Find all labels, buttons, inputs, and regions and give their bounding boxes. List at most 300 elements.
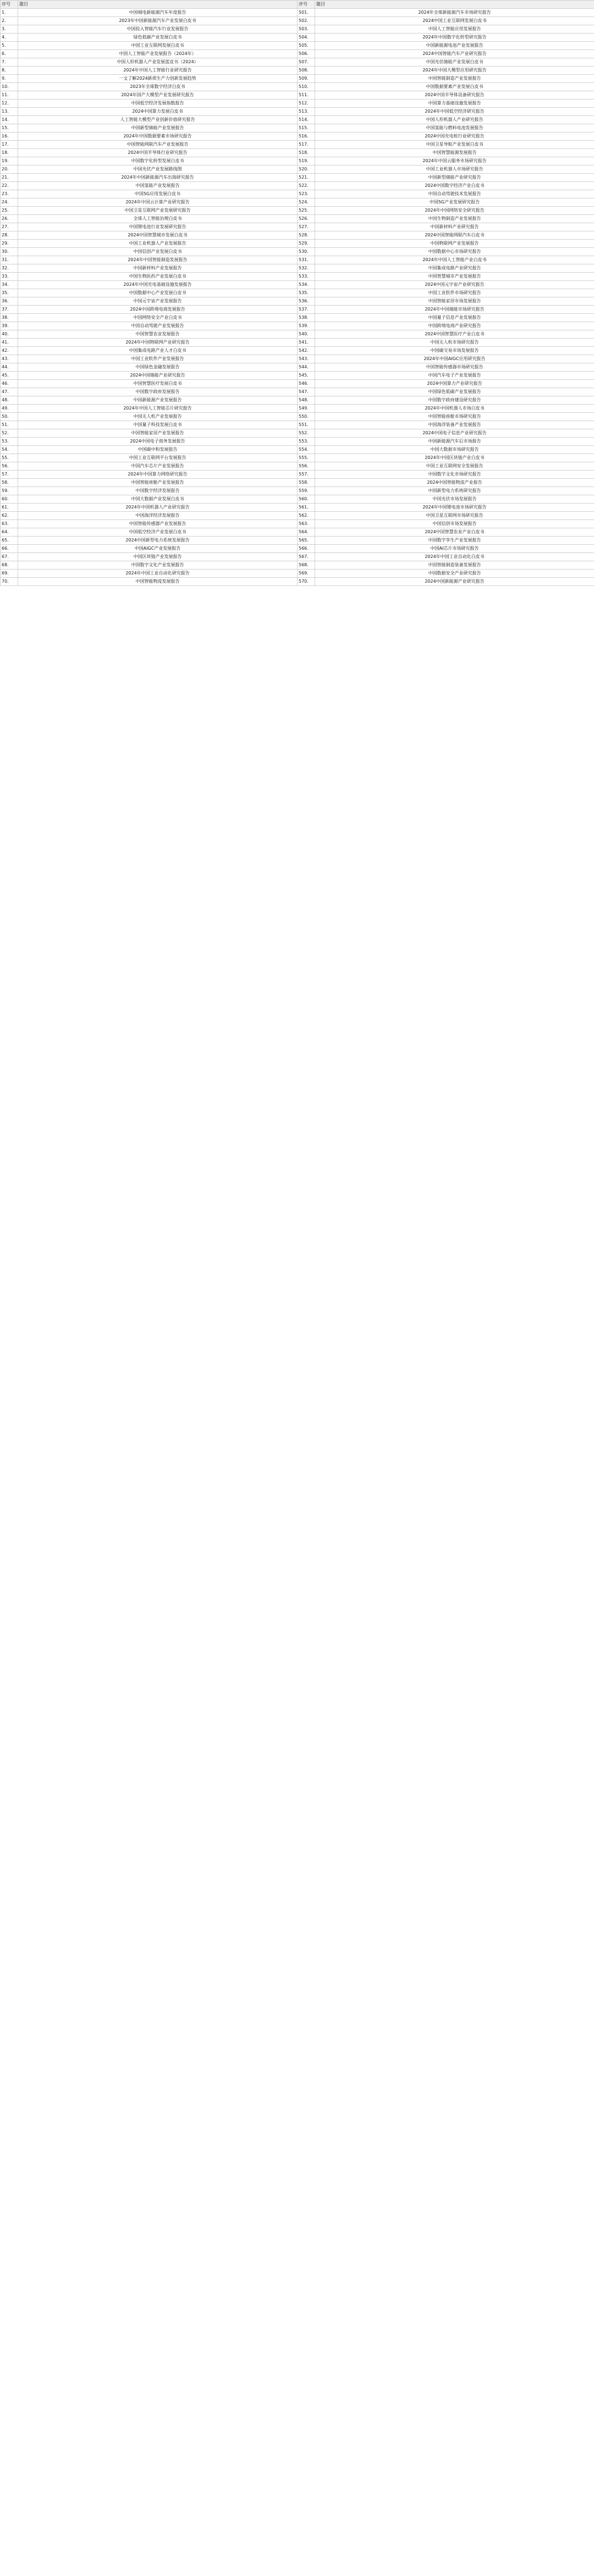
table-row [1, 528, 594, 537]
row-num-right: 524. [298, 198, 315, 207]
row-num-left: 13. [1, 108, 18, 116]
row-title-left: 中国新型储能产业发展报告 [18, 124, 298, 132]
table-row [1, 165, 594, 174]
table-row [1, 281, 594, 289]
header-row [1, 1, 594, 9]
table-row [1, 256, 594, 264]
row-num-left: 40. [1, 330, 18, 339]
row-num-left: 28. [1, 231, 18, 240]
row-title-left: 中国数字政府发展报告 [18, 388, 298, 396]
table-row [1, 380, 594, 388]
row-title-right: 中国卫星导航产业发展白皮书 [315, 141, 594, 149]
row-title-right: 中国工业机器人市场研究报告 [315, 165, 594, 174]
table-row [1, 116, 594, 124]
row-title-right: 中国智慧能源发展报告 [315, 149, 594, 157]
row-title-right: 中国AI芯片市场研究报告 [315, 545, 594, 553]
table-row [1, 289, 594, 297]
row-num-left: 27. [1, 223, 18, 231]
row-title-left: 中国绿色金融发展报告 [18, 363, 298, 372]
row-num-left: 63. [1, 520, 18, 528]
row-title-left: 2024年中国充电基础设施发展报告 [18, 281, 298, 289]
table-row [1, 198, 594, 207]
row-num-left: 46. [1, 380, 18, 388]
row-num-left: 70. [1, 578, 18, 586]
row-num-right: 557. [298, 471, 315, 479]
row-num-left: 50. [1, 413, 18, 421]
row-title-left: 一文了解2024新质生产力创新发展趋势 [18, 75, 298, 83]
row-num-right: 509. [298, 75, 315, 83]
row-num-left: 32. [1, 264, 18, 273]
row-num-left: 65. [1, 537, 18, 545]
table-row [1, 83, 594, 91]
row-num-right: 507. [298, 58, 315, 67]
table-row [1, 520, 594, 528]
row-title-left: 2024年中国机器人产业研究报告 [18, 504, 298, 512]
table-row [1, 405, 594, 413]
row-title-left: 中国卫星互联网产业发展研究报告 [18, 207, 298, 215]
row-title-right: 中国生物制造产业发展报告 [315, 215, 594, 223]
table-row [1, 388, 594, 396]
table-row [1, 578, 594, 586]
row-title-right: 2024年全球新能源汽车市场研究报告 [315, 9, 594, 17]
table-row [1, 545, 594, 553]
row-title-left: 2023年全球数字经济白皮书 [18, 83, 298, 91]
row-num-right: 558. [298, 479, 315, 487]
row-num-right: 559. [298, 487, 315, 495]
row-title-right: 中国智慧城市产业发展报告 [315, 273, 594, 281]
row-title-left: 中国信创产业发展白皮书 [18, 248, 298, 256]
row-title-right: 2024年中国工业自动化白皮书 [315, 553, 594, 561]
row-num-left: 43. [1, 355, 18, 363]
row-num-right: 547. [298, 388, 315, 396]
row-num-right: 528. [298, 231, 315, 240]
row-title-left: 中国新材料产业发展报告 [18, 264, 298, 273]
row-title-right: 中国智能传感器市场研究报告 [315, 363, 594, 372]
row-title-right: 中国数字政府建设研究报告 [315, 396, 594, 405]
row-num-right: 554. [298, 446, 315, 454]
table-row [1, 413, 594, 421]
table-row [1, 50, 594, 58]
row-title-right: 2024中国新能源产业研究报告 [315, 578, 594, 586]
row-num-left: 35. [1, 289, 18, 297]
row-num-left: 56. [1, 462, 18, 471]
row-title-left: 中国元宇宙产业发展报告 [18, 297, 298, 306]
row-num-left: 57. [1, 471, 18, 479]
table-row [1, 190, 594, 198]
row-title-right: 中国工业互联网安全发展报告 [315, 462, 594, 471]
row-title-right: 中国光伏储能产业发展白皮书 [315, 58, 594, 67]
table-row [1, 99, 594, 108]
row-title-left: 中国智能座舱产业发展报告 [18, 479, 298, 487]
row-num-right: 522. [298, 182, 315, 190]
row-title-left: 2024年中国智能制造发展报告 [18, 256, 298, 264]
table-row [1, 124, 594, 132]
report-list-table [0, 0, 594, 586]
row-title-left: 中国光伏产业发展路线图 [18, 165, 298, 174]
row-num-right: 530. [298, 248, 315, 256]
table-row [1, 34, 594, 42]
row-title-right: 2024年中国大模型应用研究报告 [315, 67, 594, 75]
row-num-left: 29. [1, 240, 18, 248]
row-title-right: 2024中国智能汽车产业研究报告 [315, 50, 594, 58]
row-title-right: 中国人形机器人产业研究报告 [315, 116, 594, 124]
row-title-right: 2024中国半导体设备研究报告 [315, 91, 594, 99]
row-num-left: 10. [1, 83, 18, 91]
row-num-right: 517. [298, 141, 315, 149]
row-num-right: 501. [298, 9, 315, 17]
row-num-left: 2. [1, 17, 18, 25]
row-title-left: 中国碳中和发展报告 [18, 446, 298, 454]
table-row [1, 471, 594, 479]
table-row [1, 339, 594, 347]
table-row [1, 487, 594, 495]
table-row [1, 306, 594, 314]
row-num-left: 44. [1, 363, 18, 372]
row-title-right: 2024年中国网络安全研究报告 [315, 207, 594, 215]
row-num-right: 562. [298, 512, 315, 520]
row-title-right: 2024中国电子信息产业研究报告 [315, 429, 594, 438]
row-title-right: 中国碳交易市场发展报告 [315, 347, 594, 355]
table-row [1, 25, 594, 34]
row-num-left: 8. [1, 67, 18, 75]
row-title-right: 中国数字文化市场研究报告 [315, 471, 594, 479]
row-title-right: 中国氢能与燃料电池发展报告 [315, 124, 594, 132]
table-row [1, 297, 594, 306]
row-num-left: 47. [1, 388, 18, 396]
table-row [1, 91, 594, 99]
row-title-right: 2024中国智能物流产业报告 [315, 479, 594, 487]
row-title-left: 中国氢能产业发展报告 [18, 182, 298, 190]
row-title-left: 2024年国产大模型产业发展研究报告 [18, 91, 298, 99]
table-row [1, 223, 594, 231]
row-num-right: 508. [298, 67, 315, 75]
row-num-left: 23. [1, 190, 18, 198]
table-row [1, 75, 594, 83]
row-title-left: 中国海洋经济发展报告 [18, 512, 298, 520]
row-title-right: 2024年中国机器人市场白皮书 [315, 405, 594, 413]
row-num-right: 515. [298, 124, 315, 132]
row-title-left: 中国数字文化产业发展报告 [18, 561, 298, 570]
header-title-left: 题目 [18, 1, 298, 9]
row-num-right: 535. [298, 289, 315, 297]
table-row [1, 42, 594, 50]
row-num-left: 4. [1, 34, 18, 42]
row-title-right: 2024中国数字经济产业白皮书 [315, 182, 594, 190]
row-num-right: 551. [298, 421, 315, 429]
row-num-left: 12. [1, 99, 18, 108]
table-row [1, 314, 594, 322]
row-num-right: 533. [298, 273, 315, 281]
row-title-left: 中国自动驾驶产业发展报告 [18, 322, 298, 330]
row-title-left: 中国汽车芯片产业发展报告 [18, 462, 298, 471]
table-row [1, 504, 594, 512]
row-num-right: 518. [298, 149, 315, 157]
row-title-left: 中国AIGC产业发展报告 [18, 545, 298, 553]
row-title-left: 绿色低碳产业发展白皮书 [18, 34, 298, 42]
row-title-left: 2024年中国算力网络研究报告 [18, 471, 298, 479]
table-row [1, 248, 594, 256]
table-row [1, 396, 594, 405]
table-row [1, 347, 594, 355]
row-num-right: 566. [298, 545, 315, 553]
row-num-right: 516. [298, 132, 315, 141]
row-num-left: 5. [1, 42, 18, 50]
table-row [1, 355, 594, 363]
row-title-left: 2024中国半导体行业研究报告 [18, 149, 298, 157]
row-num-left: 60. [1, 495, 18, 504]
row-num-left: 41. [1, 339, 18, 347]
table-row [1, 215, 594, 223]
row-title-right: 中国新能源汽车后市场报告 [315, 438, 594, 446]
row-title-left: 中国5G应用发展白皮书 [18, 190, 298, 198]
row-title-left: 中国区块链产业发展报告 [18, 553, 298, 561]
row-num-right: 531. [298, 256, 315, 264]
row-num-right: 536. [298, 297, 315, 306]
row-title-left: 中国低空经济发展指数报告 [18, 99, 298, 108]
row-title-left: 中国无人机产业发展报告 [18, 413, 298, 421]
table-row [1, 157, 594, 165]
row-title-right: 中国5G产业发展研究报告 [315, 198, 594, 207]
row-title-left: 中国智能物流发展报告 [18, 578, 298, 586]
row-num-right: 567. [298, 553, 315, 561]
row-title-right: 2024年中国人工智能产业白皮书 [315, 256, 594, 264]
row-title-right: 中国跨境电商产业研究报告 [315, 322, 594, 330]
row-title-right: 中国新材料产业研究报告 [315, 223, 594, 231]
table-body [1, 9, 594, 586]
row-num-right: 542. [298, 347, 315, 355]
row-title-right: 中国智能座舱市场研究报告 [315, 413, 594, 421]
row-title-left: 中国智慧农业发展报告 [18, 330, 298, 339]
row-num-right: 564. [298, 528, 315, 537]
row-title-right: 2024年中国数字化转型研究报告 [315, 34, 594, 42]
row-title-right: 中国新型储能产业研究报告 [315, 174, 594, 182]
row-num-left: 61. [1, 504, 18, 512]
row-num-left: 49. [1, 405, 18, 413]
row-title-right: 中国智能制造装备发展报告 [315, 561, 594, 570]
row-title-left: 中国智能网联汽车产业发展报告 [18, 141, 298, 149]
row-num-left: 68. [1, 561, 18, 570]
row-num-left: 33. [1, 273, 18, 281]
row-title-right: 中国人工智能应用发展报告 [315, 25, 594, 34]
row-title-right: 2024中国智慧医疗产业白皮书 [315, 330, 594, 339]
row-title-right: 中国新型电力系统研究报告 [315, 487, 594, 495]
row-title-left: 2024年中国数据要素市场研究报告 [18, 132, 298, 141]
table-row [1, 149, 594, 157]
row-title-right: 中国卫星互联网市场研究报告 [315, 512, 594, 520]
row-num-left: 62. [1, 512, 18, 520]
row-num-right: 550. [298, 413, 315, 421]
header-num-right: 序号 [298, 1, 315, 9]
row-title-right: 2024年中国AIGC应用研究报告 [315, 355, 594, 363]
row-title-left: 2023年中国新能源汽车产业发展白皮书 [18, 17, 298, 25]
row-num-right: 538. [298, 314, 315, 322]
row-title-right: 2024中国工业互联网发展白皮书 [315, 17, 594, 25]
table-row [1, 553, 594, 561]
row-title-left: 2024中国电子商务发展报告 [18, 438, 298, 446]
table-row [1, 67, 594, 75]
row-title-right: 2024中国元宇宙产业研究报告 [315, 281, 594, 289]
row-num-right: 532. [298, 264, 315, 273]
row-title-right: 中国海洋装备产业发展报告 [315, 421, 594, 429]
row-num-right: 529. [298, 240, 315, 248]
table-row [1, 421, 594, 429]
row-title-right: 中国数据中心市场研究报告 [315, 248, 594, 256]
row-title-right: 中国新能源电池产业发展报告 [315, 42, 594, 50]
table-row [1, 17, 594, 25]
row-num-left: 66. [1, 545, 18, 553]
table-row [1, 207, 594, 215]
row-num-right: 539. [298, 322, 315, 330]
row-title-right: 中国物联网产业发展报告 [315, 240, 594, 248]
table-row [1, 132, 594, 141]
table-row [1, 537, 594, 545]
table-row [1, 174, 594, 182]
row-title-left: 2024年中国人工智能芯片研究报告 [18, 405, 298, 413]
row-title-right: 中国信创市场发展报告 [315, 520, 594, 528]
row-title-left: 中国智慧医疗发展白皮书 [18, 380, 298, 388]
row-num-left: 34. [1, 281, 18, 289]
row-num-left: 21. [1, 174, 18, 182]
row-title-left: 2024中国新型电力系统发展报告 [18, 537, 298, 545]
row-title-right: 中国集成电路产业研究报告 [315, 264, 594, 273]
row-num-right: 514. [298, 116, 315, 124]
row-title-left: 中国锂电池行业发展研究报告 [18, 223, 298, 231]
table-row [1, 264, 594, 273]
table-row [1, 512, 594, 520]
row-num-left: 67. [1, 553, 18, 561]
row-num-right: 540. [298, 330, 315, 339]
row-num-right: 565. [298, 537, 315, 545]
row-num-left: 9. [1, 75, 18, 83]
table-row [1, 9, 594, 17]
row-num-left: 14. [1, 116, 18, 124]
row-num-right: 561. [298, 504, 315, 512]
row-num-left: 24. [1, 198, 18, 207]
row-num-right: 545. [298, 372, 315, 380]
row-title-left: 全球人工智能治理白皮书 [18, 215, 298, 223]
row-title-left: 2024年中国物联网产业研究报告 [18, 339, 298, 347]
row-num-left: 53. [1, 438, 18, 446]
row-num-left: 6. [1, 50, 18, 58]
row-num-left: 26. [1, 215, 18, 223]
table-row [1, 330, 594, 339]
row-title-left: 中国新能源产业发展报告 [18, 396, 298, 405]
row-num-right: 560. [298, 495, 315, 504]
row-title-left: 2024年中国云计算产业研究报告 [18, 198, 298, 207]
row-title-right: 中国算力基础设施发展报告 [315, 99, 594, 108]
row-num-left: 36. [1, 297, 18, 306]
row-title-left: 中国人工智能产业发展报告（2024年） [18, 50, 298, 58]
row-title-left: 中国数字经济发展报告 [18, 487, 298, 495]
table-row [1, 454, 594, 462]
row-num-left: 25. [1, 207, 18, 215]
row-num-left: 7. [1, 58, 18, 67]
row-title-left: 2024年中国人工智能行业研究报告 [18, 67, 298, 75]
row-num-left: 69. [1, 570, 18, 578]
table-row [1, 182, 594, 190]
row-num-left: 52. [1, 429, 18, 438]
row-num-left: 51. [1, 421, 18, 429]
row-title-right: 中国大数据市场研究报告 [315, 446, 594, 454]
row-num-right: 555. [298, 454, 315, 462]
row-num-right: 546. [298, 380, 315, 388]
row-num-right: 537. [298, 306, 315, 314]
row-title-left: 人工智能大模型产业创新价值研究报告 [18, 116, 298, 124]
row-title-left: 中国集成电路产业人才白皮书 [18, 347, 298, 355]
row-num-right: 563. [298, 520, 315, 528]
row-title-left: 2024中国智慧城市发展白皮书 [18, 231, 298, 240]
row-num-left: 30. [1, 248, 18, 256]
row-title-left: 2024中国算力发展白皮书 [18, 108, 298, 116]
table-row [1, 322, 594, 330]
row-num-left: 59. [1, 487, 18, 495]
table-row [1, 240, 594, 248]
row-title-left: 中国大数据产业发展白皮书 [18, 495, 298, 504]
row-num-left: 42. [1, 347, 18, 355]
row-title-right: 2024年中国低空经济研究报告 [315, 108, 594, 116]
table-row [1, 273, 594, 281]
table-row [1, 231, 594, 240]
table-row [1, 372, 594, 380]
row-num-left: 31. [1, 256, 18, 264]
row-title-right: 2024中国智慧农业产业白皮书 [315, 528, 594, 537]
table-row [1, 561, 594, 570]
row-title-right: 中国光伏市场发展报告 [315, 495, 594, 504]
row-title-left: 中国低空经济产业发展白皮书 [18, 528, 298, 537]
row-num-right: 541. [298, 339, 315, 347]
row-title-right: 中国数据要素产业发展白皮书 [315, 83, 594, 91]
row-num-right: 568. [298, 561, 315, 570]
row-title-left: 中国智能家居产业发展报告 [18, 429, 298, 438]
row-title-right: 2024年中国云服务市场研究报告 [315, 157, 594, 165]
row-num-right: 543. [298, 355, 315, 363]
row-num-left: 16. [1, 132, 18, 141]
row-num-right: 520. [298, 165, 315, 174]
row-title-left: 中国生物医药产业发展白皮书 [18, 273, 298, 281]
table-row [1, 141, 594, 149]
row-num-left: 48. [1, 396, 18, 405]
row-num-left: 45. [1, 372, 18, 380]
row-num-right: 511. [298, 91, 315, 99]
row-num-left: 38. [1, 314, 18, 322]
row-title-left: 中国工业机器人产业发展报告 [18, 240, 298, 248]
row-num-left: 20. [1, 165, 18, 174]
table-row [1, 363, 594, 372]
row-title-left: 中国城电新能源汽车年度报告 [18, 9, 298, 17]
table-row [1, 58, 594, 67]
row-title-right: 中国汽车电子产业发展报告 [315, 372, 594, 380]
row-num-right: 523. [298, 190, 315, 198]
row-num-right: 549. [298, 405, 315, 413]
row-num-left: 22. [1, 182, 18, 190]
row-num-left: 1. [1, 9, 18, 17]
row-title-left: 中国投入智能汽车行业发展报告 [18, 25, 298, 34]
row-num-right: 525. [298, 207, 315, 215]
row-num-right: 521. [298, 174, 315, 182]
row-title-right: 中国自动驾驶技术发展报告 [315, 190, 594, 198]
row-num-right: 512. [298, 99, 315, 108]
row-num-left: 37. [1, 306, 18, 314]
row-title-left: 中国网络安全产业白皮书 [18, 314, 298, 322]
row-title-right: 中国绿色低碳产业发展报告 [315, 388, 594, 396]
row-title-right: 中国数据安全产业研究报告 [315, 570, 594, 578]
row-title-left: 2024年中国工业自动化研究报告 [18, 570, 298, 578]
row-title-left: 中国智能传感器产业发展报告 [18, 520, 298, 528]
table-row [1, 438, 594, 446]
row-title-right: 2024年中国储能市场研究报告 [315, 306, 594, 314]
row-title-right: 中国智能制造产业发展报告 [315, 75, 594, 83]
row-num-left: 15. [1, 124, 18, 132]
